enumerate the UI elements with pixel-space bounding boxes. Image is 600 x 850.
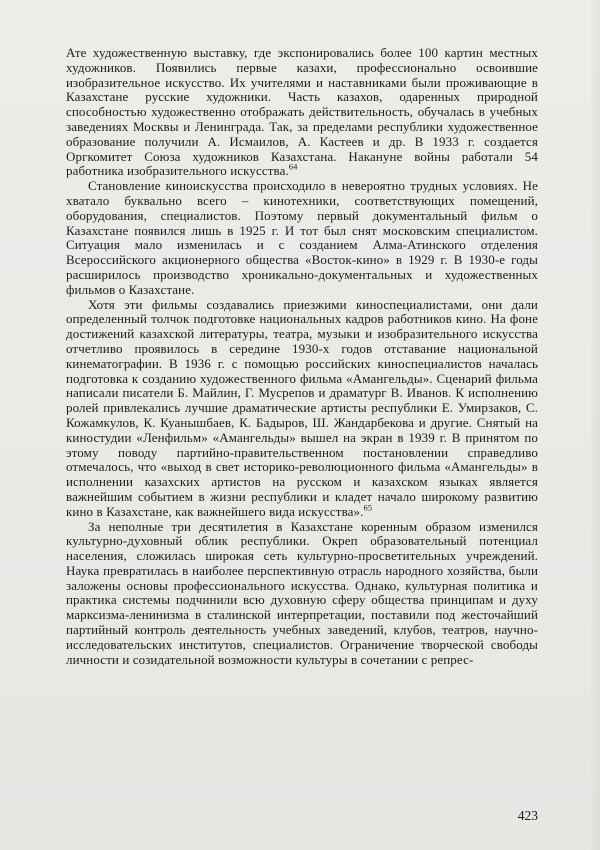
paragraph-1-text: Ате художественную выставку, где экспонировались более 100 картин местных художников. Появились первые казахи, профессионально освоившие изобразительное искусство. Их учителями и наставниками были проживающие в Казахстане русские художники. Часть казахов, одаренных природной способностью художественно отображать действительность, обучалась в учебных заведениях Москвы и Ленинграда. Так, за пределами республики художественное образование получили А. Исмаилов, А. Кастеев и др. В 1933 г. создается Оргкомитет Союза художников Казахстана. Накануне войны работали 54 работника изобразительного искусства. [66,45,538,179]
page-number: 423 [517,808,538,823]
paragraph-2-text: Становление киноискусства происходило в невероятно трудных условиях. Не хватало буквально всего – кинотехники, соответствующих помещений, оборудования, специалистов. Поэтому первый документальный фильм о Казахстане появился лишь в 1925 г. И тот был снят московским специалистом. Ситуация мало изменилась и с созданием Алма-Атинского отделения Всероссийского акционерного общества «Восток-кино» в 1929 г. В 1930-е годы расширилось производство хроникально-документальных и художественных фильмов о Казахстане. [66,178,538,297]
paragraph-4 [66,520,538,668]
paragraph-3-text: Хотя эти фильмы создавались приезжими киноспециалистами, они дали определенный толчок подготовке национальных кадров работников кино. На фоне достижений казахской литературы, театра, музыки и изобразительного искусства отчетливо проявилось в середине 1930-х годов отставание национальной кинематографии. В 1936 г. с помощью российских киноспециалистов началась подготовка к созданию художественного фильма «Амангельды». Сценарий фильма написали писатели Б. Майлин, Г. Мусрепов и драматург В. Иванов. К исполнению ролей привлекались лучшие драматические артисты республики Е. Умирзаков, С. Кожамкулов, К. Куанышбаев, К. Бадыров, Ш. Жандарбекова и другие. Снятый на киностудии «Ленфильм» «Амангельды» вышел на экран в 1939 г. В принятом по этому поводу партийно-правительственном постановлении справедливо отмечалось, что «выход в свет историко-революционного фильма «Амангельды» в исполнении казахских артистов на русском и казахском языках является важнейшим событием в жизни республики и кладет начало широкому развитию кино в Казахстане, как важнейшего вида искусства». [66,296,538,519]
footnote-marker-64: 64 [288,162,298,173]
page-text-block [66,46,538,667]
paragraph-1 [66,46,538,179]
paragraph-3 [66,298,538,520]
paragraph-2 [66,179,538,297]
footnote-marker-65: 65 [363,502,373,513]
paragraph-4-text: За неполные три десятилетия в Казахстане коренным образом изменился культурно-духовный облик республики. Окреп образовательный потенциал населения, сложилась широкая сеть культурно-просветительных учреждений. Наука превратилась в наиболее перспективную отрасль народного хозяйства, были заложены основы профессионального искусства. Однако, культурная политика и практика системы подчинили всю духовную сферу общества принципам и духу марксизма-ленинизма в сталинской интерпретации, поставили под жесточайший партийный контроль деятельность учебных заведений, клубов, театров, научно-исследовательских институтов, специалистов. Ограничение творческой свободы личности и созидательной возможности культуры в сочетании с репрес- [66,518,538,667]
